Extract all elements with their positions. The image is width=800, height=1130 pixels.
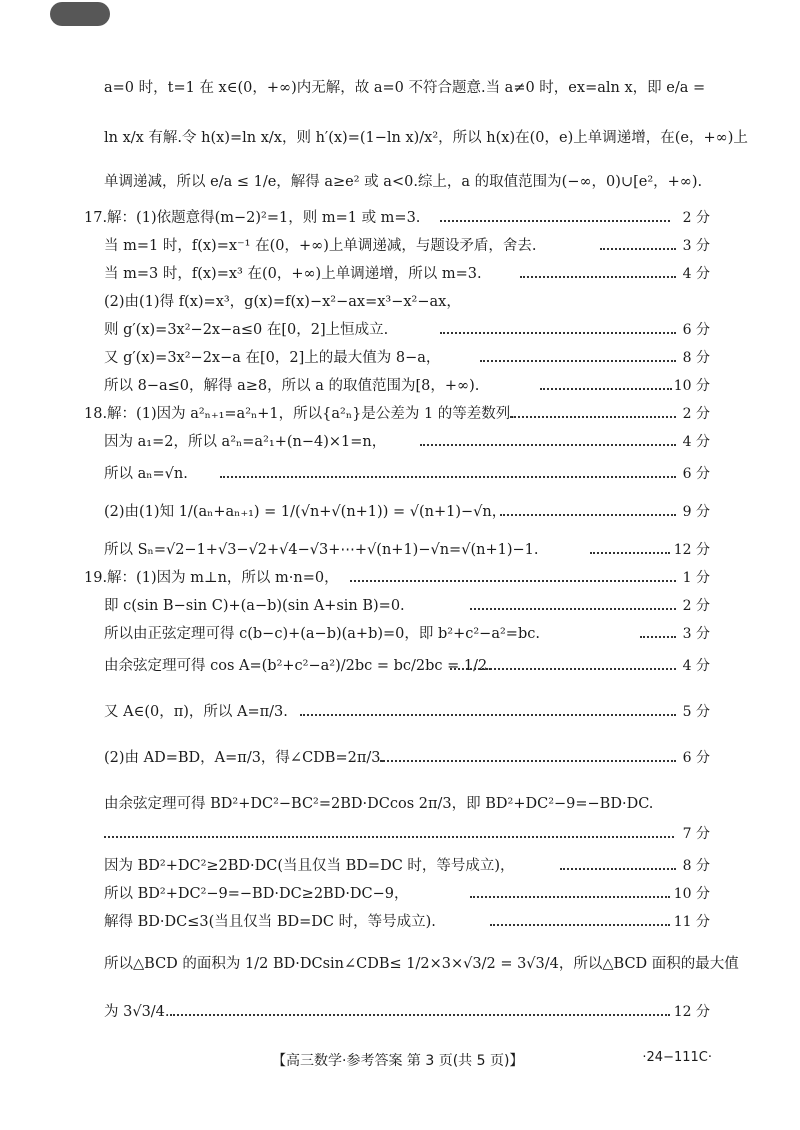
score: 8 分 <box>682 858 710 874</box>
problem-19-line: 由余弦定理可得 BD²+DC²−BC²=2BD·DCcos 2π/3，即 BD²+DC²−9=−BD·DC. <box>104 796 654 812</box>
problem-19-line: 因为 BD²+DC²≥2BD·DC(当且仅当 BD=DC 时，等号成立)， <box>104 858 515 874</box>
dot-leader <box>170 1014 670 1016</box>
score: 10 分 <box>673 378 710 394</box>
dot-leader <box>450 668 676 670</box>
dot-leader <box>350 580 676 582</box>
dot-leader <box>380 760 676 762</box>
page-footer-label: 【高三数学·参考答案 第 3 页(共 5 页)】 <box>272 1053 524 1069</box>
problem-17-line: 所以 8−a≤0，解得 a≥8，所以 a 的取值范围为[8，+∞). <box>104 378 480 394</box>
dot-leader <box>490 924 670 926</box>
dot-leader <box>510 416 676 418</box>
dot-leader <box>470 896 670 898</box>
problem-19-line: 所以由正弦定理可得 c(b−c)+(a−b)(a+b)=0，即 b²+c²−a²=bc. <box>104 626 540 642</box>
score: 7 分 <box>682 826 710 842</box>
score: 1 分 <box>682 570 710 586</box>
problem-17-line: 则 g′(x)=3x²−2x−a≤0 在[0，2]上恒成立. <box>104 322 389 338</box>
score: 3 分 <box>682 626 710 642</box>
problem-19-line: 由余弦定理可得 cos A=(b²+c²−a²)/2bc = bc/2bc = 1/2. <box>104 658 492 674</box>
dot-leader <box>480 360 676 362</box>
page-footer-code: ·24−111C· <box>642 1050 712 1065</box>
dot-leader <box>590 552 670 554</box>
dot-leader <box>104 836 674 838</box>
score: 5 分 <box>682 704 710 720</box>
score: 3 分 <box>682 238 710 254</box>
score: 9 分 <box>682 504 710 520</box>
problem-17-line: (2)由(1)得 f(x)=x³，g(x)=f(x)−x²−ax=x³−x²−ax， <box>104 294 461 310</box>
problem-18-line: 所以 Sₙ=√2−1+√3−√2+√4−√3+⋯+√(n+1)−√n=√(n+1)−1. <box>104 542 539 558</box>
score: 2 分 <box>682 598 710 614</box>
text-line: ln x/x 有解.令 h(x)=ln x/x，则 h′(x)=(1−ln x)/x²，所以 h(x)在(0，e)上单调递增，在(e，+∞)上 <box>104 130 748 146</box>
problem-19-line: 解得 BD·DC≤3(当且仅当 BD=DC 时，等号成立). <box>104 914 436 930</box>
dot-leader <box>520 276 676 278</box>
score: 12 分 <box>673 1004 710 1020</box>
score: 12 分 <box>673 542 710 558</box>
score: 2 分 <box>682 210 710 226</box>
dot-leader <box>640 636 676 638</box>
problem-18-line: 所以 aₙ=√n. <box>104 466 188 482</box>
score: 8 分 <box>682 350 710 366</box>
score: 4 分 <box>682 266 710 282</box>
problem-18-line: 18.解：(1)因为 a²ₙ₊₁=a²ₙ+1，所以{a²ₙ}是公差为 1 的等差数列. <box>84 406 515 422</box>
dot-leader <box>540 388 672 390</box>
score: 2 分 <box>682 406 710 422</box>
problem-17-line: 17.解：(1)依题意得(m−2)²=1，则 m=1 或 m=3. <box>84 210 421 226</box>
text-line: 单调递减，所以 e/a ≤ 1/e，解得 a≥e² 或 a<0.综上，a 的取值范围为(−∞，0)∪[e²，+∞). <box>104 174 703 190</box>
problem-19-line: 所以 BD²+DC²−9=−BD·DC≥2BD·DC−9， <box>104 886 409 902</box>
dot-leader <box>220 476 676 478</box>
dot-leader <box>440 220 670 222</box>
problem-17-line: 当 m=1 时，f(x)=x⁻¹ 在(0，+∞)上单调递减，与题设矛盾，舍去. <box>104 238 537 254</box>
problem-19-line: 即 c(sin B−sin C)+(a−b)(sin A+sin B)=0. <box>104 598 405 614</box>
scan-smudge <box>50 2 110 26</box>
score: 4 分 <box>682 434 710 450</box>
problem-17-line: 又 g′(x)=3x²−2x−a 在[0，2]上的最大值为 8−a， <box>104 350 441 366</box>
problem-19-line: 又 A∈(0，π)，所以 A=π/3. <box>104 704 288 720</box>
problem-18-line: (2)由(1)知 1/(aₙ+aₙ₊₁) = 1/(√n+√(n+1)) = √(n+1)−√n， <box>104 504 507 520</box>
dot-leader <box>500 514 676 516</box>
score: 6 分 <box>682 466 710 482</box>
problem-17-line: 当 m=3 时，f(x)=x³ 在(0，+∞)上单调递增，所以 m=3. <box>104 266 482 282</box>
score: 10 分 <box>673 886 710 902</box>
problem-18-line: 因为 a₁=2，所以 a²ₙ=a²₁+(n−4)×1=n， <box>104 434 387 450</box>
dot-leader <box>560 868 676 870</box>
problem-19-line: 为 3√3/4. <box>104 1004 170 1020</box>
score: 6 分 <box>682 322 710 338</box>
problem-19-line: (2)由 AD=BD，A=π/3，得∠CDB=2π/3. <box>104 750 386 766</box>
score: 11 分 <box>673 914 710 930</box>
dot-leader <box>300 714 676 716</box>
dot-leader <box>600 248 676 250</box>
dot-leader <box>440 332 676 334</box>
score: 6 分 <box>682 750 710 766</box>
text-line: a=0 时，t=1 在 x∈(0，+∞)内无解，故 a=0 不符合题意.当 a≠0 时，ex=aln x，即 e/a = <box>104 80 706 96</box>
dot-leader <box>470 608 676 610</box>
score: 4 分 <box>682 658 710 674</box>
problem-19-line: 19.解：(1)因为 m⊥n，所以 m·n=0， <box>84 570 339 586</box>
dot-leader <box>420 444 676 446</box>
problem-19-line: 所以△BCD 的面积为 1/2 BD·DCsin∠CDB≤ 1/2×3×√3/2 = 3√3/4，所以△BCD 面积的最大值 <box>104 956 739 972</box>
